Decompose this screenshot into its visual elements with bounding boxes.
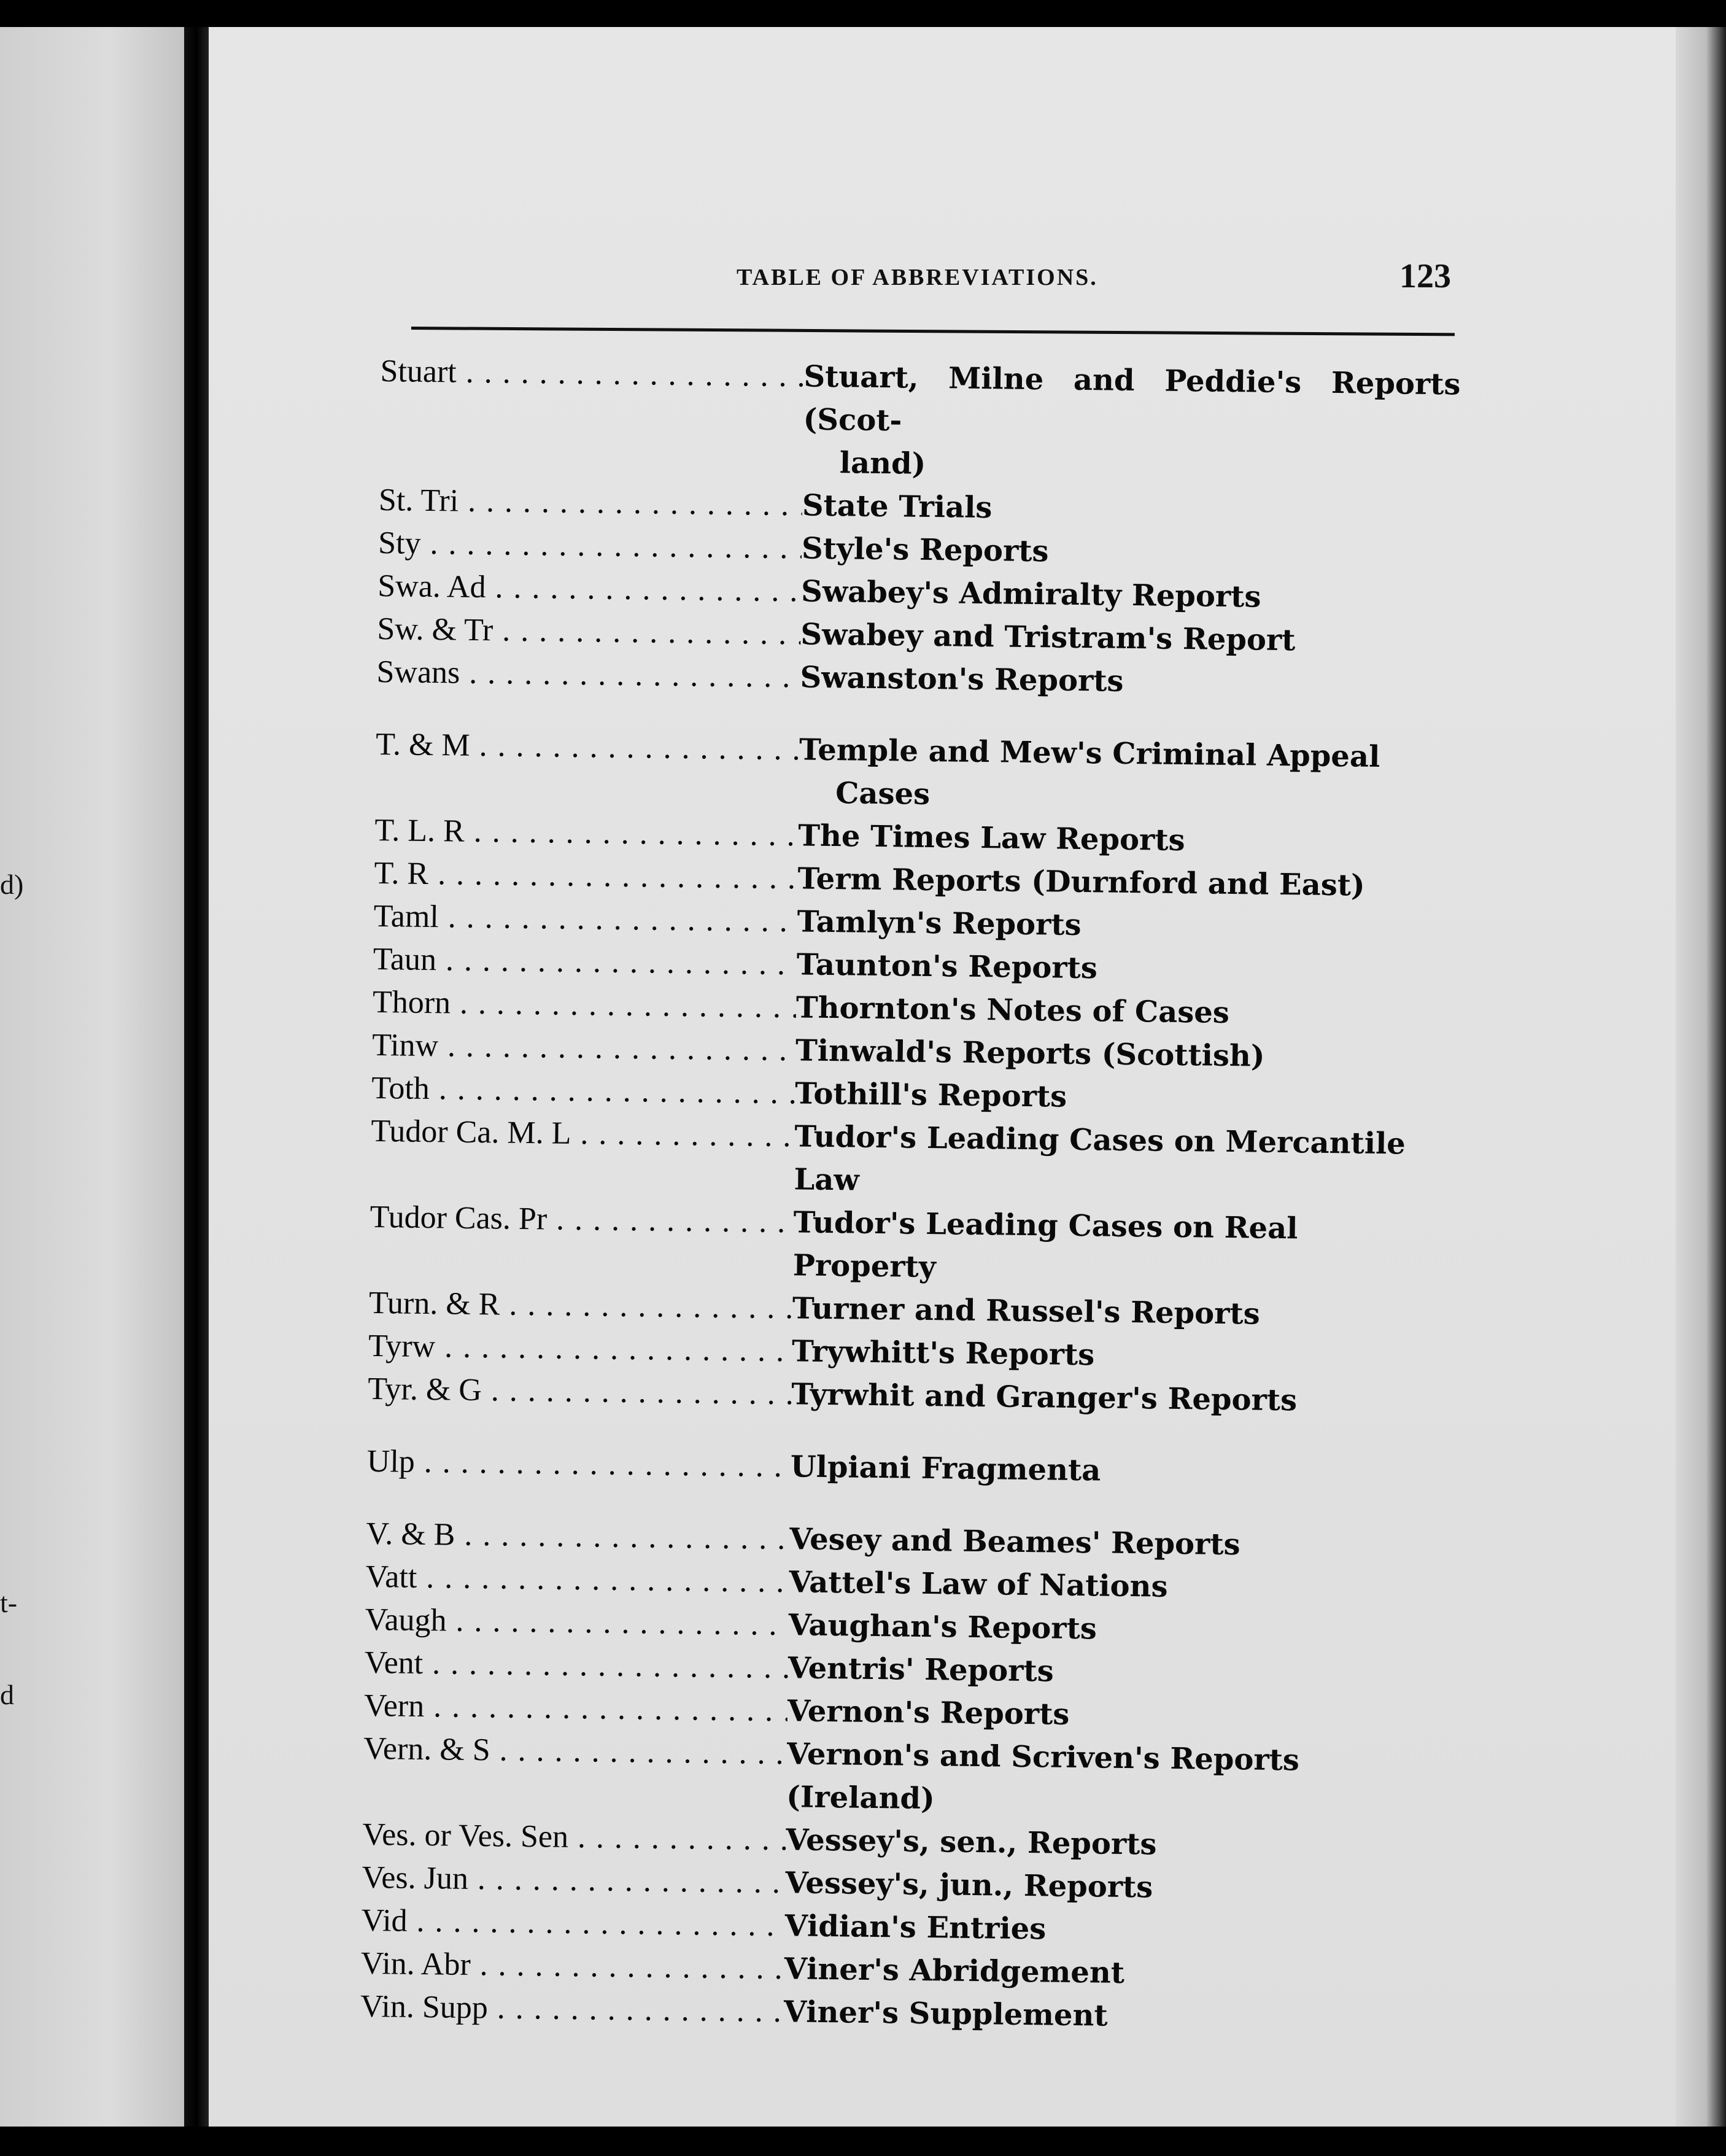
abbreviation-text: T. R [374, 855, 429, 892]
abbreviation-text: Sw. & Tr [377, 611, 493, 648]
abbreviation-meaning [784, 1904, 1442, 1955]
meaning-text: Temple and Mew's Criminal Appeal [799, 732, 1380, 774]
abbreviation-text: Vatt [365, 1559, 417, 1595]
meaning-continuation: land) [839, 446, 926, 481]
meaning-text: State Trials [802, 488, 993, 525]
meaning-text: Tudor's Leading Cases on Mercantile Law [794, 1119, 1406, 1198]
abbreviation-text: Vid [361, 1902, 408, 1939]
abbreviation-meaning [784, 1947, 1441, 1998]
abbreviation-text: Ves. Jun [362, 1859, 469, 1896]
meaning-text: Vernon's and Scriven's Reports (Ireland) [786, 1737, 1300, 1817]
abbreviation-meaning [788, 1689, 1445, 1740]
abbreviation [376, 723, 800, 771]
abbreviation [374, 852, 798, 900]
meaning-text: Tyrwhit and Granger's Reports [791, 1377, 1298, 1418]
abbreviation-meaning [800, 613, 1458, 664]
meaning-text: The Times Law Reports [798, 818, 1185, 858]
abbreviation-text: Thorn [372, 984, 451, 1021]
abbreviation-text: Tinw [371, 1027, 439, 1064]
meaning-text: Stuart, Milne and Peddie's Reports (Scot- [803, 359, 1461, 438]
abbreviation [360, 1985, 784, 2033]
abbreviation-text: Taun [373, 941, 437, 978]
abbreviation-text: T. L. R [374, 812, 465, 849]
meaning-text: Swabey's Admiralty Reports [800, 574, 1261, 615]
abbreviation-text: Vern. & S [363, 1731, 491, 1768]
abbreviation [372, 1024, 796, 1072]
abbreviation-meaning [802, 527, 1459, 578]
abbreviation-meaning [801, 570, 1458, 621]
abbreviation-text: Turn. & R [368, 1285, 500, 1322]
abbreviation-text: Vin. Supp [360, 1988, 489, 2026]
meaning-text: Turner and Russel's Reports [792, 1291, 1261, 1332]
abbreviation-text: St. Tri [378, 482, 459, 519]
meaning-text: Ventris' Reports [788, 1651, 1055, 1689]
abbreviation-meaning [800, 656, 1457, 707]
abbreviation-meaning [785, 1861, 1442, 1912]
abbreviation-text: Tudor Ca. M. L [371, 1113, 571, 1151]
abbreviation-meaning [795, 1029, 1453, 1080]
abbreviation [370, 1196, 794, 1244]
meaning-continuation: Cases [835, 776, 931, 812]
abbreviation-text: T. & M [375, 726, 471, 763]
meaning-text: Swanston's Reports [800, 660, 1124, 699]
facing-page-fragment: t- [0, 1587, 18, 1618]
abbreviation-meaning [795, 1072, 1452, 1123]
abbreviation-entry [363, 1728, 1444, 1826]
abbreviation-meaning [789, 1518, 1447, 1569]
meaning-text: Vernon's Reports [787, 1694, 1070, 1732]
abbreviation [362, 1813, 786, 1861]
abbreviation [378, 522, 802, 570]
meaning-text: Tothill's Reports [794, 1076, 1067, 1114]
abbreviation-text: Swa. Ad [377, 568, 486, 605]
meaning-text: Tinwald's Reports (Scottish) [795, 1033, 1265, 1074]
abbreviation-text: Stuart [380, 353, 457, 390]
abbreviation-meaning [792, 1287, 1450, 1338]
facing-page-edge [0, 27, 184, 2127]
meaning-text: Trywhitt's Reports [791, 1334, 1095, 1373]
facing-page-fragment: d) [0, 869, 24, 900]
meaning-text: Vessey's, jun., Reports [785, 1866, 1153, 1905]
abbreviation-text: Ves. or Ves. Sen [362, 1817, 569, 1855]
abbreviation [380, 350, 804, 398]
abbreviation-meaning [796, 986, 1453, 1037]
meaning-text: Vaughan's Reports [788, 1608, 1097, 1646]
abbreviation [371, 1110, 795, 1158]
page-number: 123 [1399, 257, 1451, 295]
abbreviation-meaning [797, 857, 1455, 908]
abbreviation [366, 1440, 791, 1488]
abbreviation-meaning [788, 1646, 1445, 1697]
abbreviation [373, 981, 797, 1029]
running-title: TABLE OF ABBREVIATIONS. [737, 265, 1098, 290]
abbreviation [365, 1556, 789, 1603]
meaning-text: Viner's Supplement [783, 1995, 1108, 2033]
abbreviation-meaning [790, 1445, 1447, 1496]
abbreviation [363, 1728, 788, 1775]
abbreviation-text: Tyr. & G [367, 1371, 482, 1408]
abbreviation-entry [375, 723, 1457, 822]
page-edge-shadow [1676, 27, 1726, 2127]
meaning-text: Vesey and Beames' Reports [789, 1522, 1240, 1562]
facing-page-fragment: d [0, 1679, 14, 1710]
abbreviation-meaning [792, 1201, 1450, 1295]
abbreviation [362, 1856, 786, 1904]
abbreviation-entry [366, 1440, 1447, 1496]
abbreviation-text: Tyrw [368, 1328, 436, 1365]
abbreviation-entry [370, 1110, 1452, 1209]
abbreviation-meaning [802, 484, 1460, 535]
abbreviation-text: Taml [373, 898, 439, 935]
abbreviation-text: Vern [363, 1688, 425, 1724]
meaning-text: Vidian's Entries [784, 1909, 1047, 1947]
abbreviation-text: Toth [371, 1070, 430, 1107]
abbreviation [366, 1513, 790, 1561]
abbreviation [373, 895, 797, 943]
abbreviation [371, 1067, 795, 1115]
abbreviation-entry [379, 350, 1460, 492]
abbreviation-list [360, 350, 1461, 2041]
abbreviation-meaning [784, 1990, 1441, 2041]
abbreviation-meaning [794, 1115, 1452, 1209]
abbreviation-text: Vent [364, 1645, 424, 1681]
meaning-text: Viner's Abridgement [784, 1952, 1125, 1991]
abbreviation-text: Vaugh [365, 1602, 447, 1638]
abbreviation-text: V. & B [366, 1516, 455, 1553]
abbreviation-entry [369, 1196, 1450, 1295]
abbreviation-meaning [797, 900, 1454, 951]
abbreviation-meaning [791, 1373, 1449, 1424]
abbreviation [376, 651, 800, 699]
abbreviation [374, 809, 799, 857]
meaning-text: Term Reports (Durnford and East) [797, 861, 1366, 903]
abbreviation [373, 938, 797, 986]
meaning-text: Taunton's Reports [796, 947, 1098, 986]
meaning-text: Style's Reports [801, 531, 1049, 569]
abbreviation-text: Vin. Abr [360, 1945, 471, 1982]
abbreviation-text: Swans [376, 654, 460, 691]
abbreviation-text: Tudor Cas. Pr [370, 1199, 548, 1237]
abbreviation-meaning [786, 1818, 1443, 1869]
abbreviation-meaning [802, 355, 1460, 492]
abbreviation-meaning [789, 1561, 1446, 1611]
abbreviation-text: Ulp [366, 1443, 416, 1479]
abbreviation [360, 1942, 784, 1990]
abbreviation-meaning [792, 1330, 1449, 1381]
abbreviation [361, 1899, 785, 1947]
abbreviation [368, 1368, 792, 1416]
meaning-text: Tamlyn's Reports [797, 904, 1082, 943]
abbreviation [377, 608, 801, 656]
meaning-text: Vattel's Law of Nations [789, 1565, 1168, 1604]
abbreviation-meaning [788, 1603, 1445, 1654]
abbreviation-meaning [798, 814, 1455, 865]
abbreviation [364, 1685, 788, 1732]
abbreviation-meaning [786, 1732, 1444, 1826]
meaning-text: Tudor's Leading Cases on Real Property [792, 1205, 1298, 1285]
abbreviation-meaning [796, 943, 1453, 994]
meaning-text: Vessey's, sen., Reports [786, 1823, 1157, 1862]
abbreviation [377, 565, 802, 613]
abbreviation [369, 1282, 793, 1330]
meaning-text: Swabey and Tristram's Report [800, 617, 1296, 658]
meaning-text: Ulpiani Fragmenta [790, 1449, 1101, 1488]
abbreviation-text: Sty [377, 525, 421, 561]
abbreviation [364, 1642, 788, 1689]
abbreviation-meaning [799, 728, 1457, 822]
abbreviation [365, 1599, 789, 1646]
book-gutter [184, 27, 209, 2127]
abbreviation [379, 479, 803, 527]
meaning-text: Thornton's Notes of Cases [795, 990, 1230, 1030]
abbreviation [368, 1325, 792, 1373]
